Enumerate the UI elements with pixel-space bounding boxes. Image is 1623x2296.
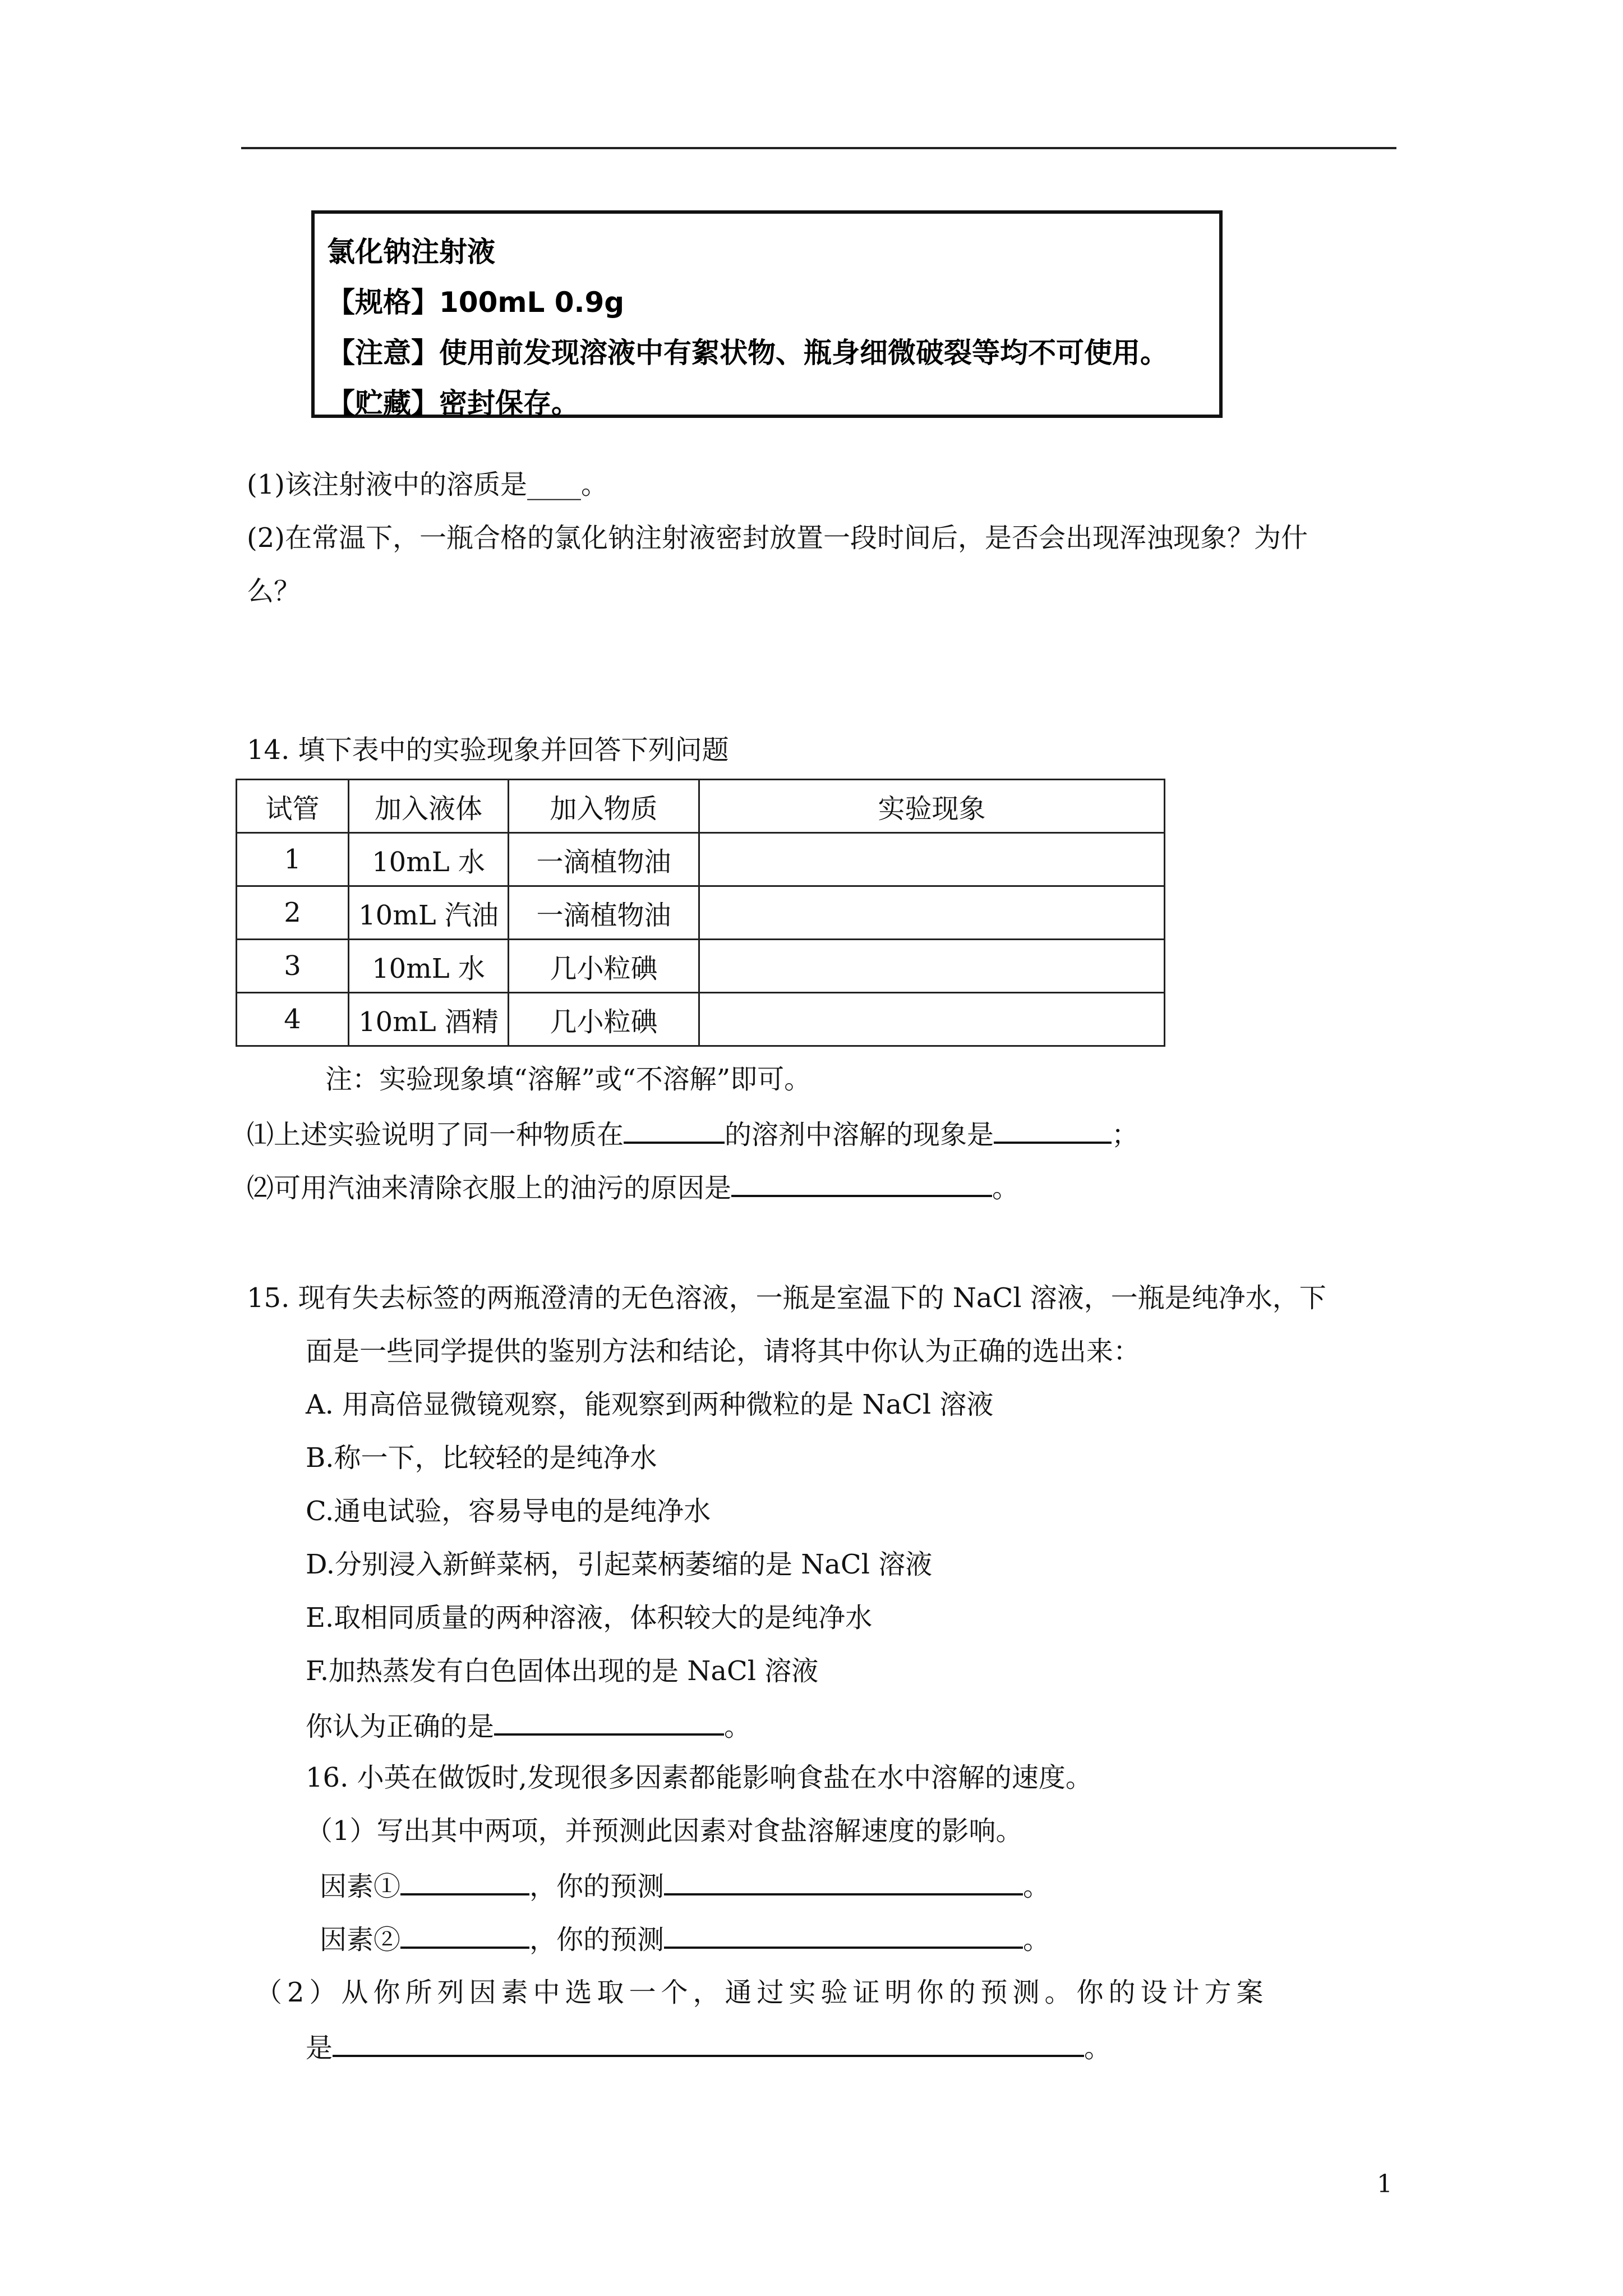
table-row [237, 833, 1165, 886]
q14-sub2-text: ⑵可用汽油来清除衣服上的油污的原因是 [247, 1172, 732, 1204]
q15-answer [306, 1711, 751, 1740]
label-spec: 【规格】100mL 0.9g [327, 286, 625, 319]
q15-answer-prefix: 你认为正确的是 [306, 1711, 495, 1742]
q15-option-b: B.称一下，比较轻的是纯净水 [306, 1442, 657, 1474]
factor2-end: 。 [1023, 1924, 1050, 1955]
q15-option-a: A. 用高倍显微镜观察，能观察到两种微粒的是 NaCl 溶液 [306, 1389, 994, 1420]
q13-part1: (1)该注射液中的溶质是____。 [247, 469, 608, 500]
cell-liquid: 10mL 水 [349, 833, 509, 886]
cell-tube: 3 [237, 940, 349, 993]
q14-sub2-end: 。 [992, 1172, 1020, 1204]
header-substance: 加入物质 [509, 780, 699, 833]
answer-blank[interactable] [664, 1924, 1023, 1949]
q15-option-e: E.取相同质量的两种溶液，体积较大的是纯净水 [306, 1602, 873, 1634]
table-header-row [237, 780, 1165, 833]
q15-option-d: D.分别浸入新鲜菜柄，引起菜柄萎缩的是 NaCl 溶液 [306, 1549, 933, 1580]
q15-line1: 15. 现有失去标签的两瓶澄清的无色溶液，一瓶是室温下的 NaCl 溶液，一瓶是纯净水，下 [247, 1282, 1326, 1314]
factor1-end: 。 [1023, 1871, 1050, 1902]
q16-part2-line2 [306, 2032, 1111, 2062]
table-row [237, 940, 1165, 993]
cell-phenomenon[interactable] [699, 886, 1165, 940]
header-phenomenon: 实验现象 [699, 780, 1165, 833]
answer-blank[interactable] [400, 1871, 529, 1895]
q16-title: 16. 小英在做饭时,发现很多因素都能影响食盐在水中溶解的速度。 [306, 1762, 1092, 1793]
table-row [237, 886, 1165, 940]
cell-liquid: 10mL 汽油 [349, 886, 509, 940]
cell-substance: 一滴植物油 [509, 886, 699, 940]
q15-option-c: C.通电试验，容易导电的是纯净水 [306, 1496, 711, 1527]
q14-sub1-text-b: 的溶剂中溶解的现象是 [725, 1119, 994, 1151]
answer-blank[interactable] [333, 2032, 1084, 2057]
factor2-predict: ，你的预测 [529, 1924, 665, 1955]
header-tube: 试管 [237, 780, 349, 833]
injection-label-box [311, 210, 1223, 418]
label-title: 氯化钠注射液 [327, 236, 495, 268]
cell-substance: 一滴植物油 [509, 833, 699, 886]
answer-blank[interactable] [731, 1172, 992, 1197]
page-number: 1 [1377, 2170, 1393, 2198]
cell-tube: 2 [237, 886, 349, 940]
cell-tube: 4 [237, 993, 349, 1046]
q14-sub1-end: ； [1112, 1119, 1139, 1151]
experiment-table [236, 779, 1165, 1047]
q16-part2-prefix: 是 [306, 2032, 333, 2064]
cell-phenomenon[interactable] [699, 940, 1165, 993]
q16-factor1 [320, 1871, 1050, 1900]
label-storage: 【贮藏】密封保存。 [327, 387, 579, 420]
q14-sub1 [247, 1119, 1139, 1151]
q13-part2-line2: 么？ [247, 576, 301, 607]
cell-phenomenon[interactable] [699, 833, 1165, 886]
cell-substance: 几小粒碘 [509, 940, 699, 993]
q14-sub2 [247, 1172, 1019, 1202]
q16-part2-end: 。 [1084, 2032, 1112, 2064]
answer-blank[interactable] [400, 1924, 529, 1949]
cell-tube: 1 [237, 833, 349, 886]
cell-liquid: 10mL 水 [349, 940, 509, 993]
header-rule [241, 147, 1396, 149]
table-row [237, 993, 1165, 1046]
q14-title: 14. 填下表中的实验现象并回答下列问题 [247, 734, 729, 766]
cell-liquid: 10mL 酒精 [349, 993, 509, 1046]
cell-phenomenon[interactable] [699, 993, 1165, 1046]
factor1-predict: ，你的预测 [529, 1871, 665, 1902]
answer-blank[interactable] [664, 1871, 1023, 1895]
factor2-label: 因素② [320, 1924, 401, 1955]
q15-option-f: F.加热蒸发有白色固体出现的是 NaCl 溶液 [306, 1655, 819, 1687]
q15-line2: 面是一些同学提供的鉴别方法和结论，请将其中你认为正确的选出来： [306, 1336, 1141, 1367]
q15-answer-end: 。 [724, 1711, 751, 1742]
label-note: 【注意】使用前发现溶液中有絮状物、瓶身细微破裂等均不可使用。 [327, 337, 1168, 369]
q16-part2-line1: （2）从你所列因素中选取一个，通过实验证明你的预测。你的设计方案 [255, 1977, 1269, 2008]
q13-part2-line1: (2)在常温下，一瓶合格的氯化钠注射液密封放置一段时间后，是否会出现浑浊现象？为什 [247, 522, 1308, 554]
q14-sub1-text-a: ⑴上述实验说明了同一种物质在 [247, 1119, 624, 1151]
factor1-label: 因素① [320, 1871, 401, 1902]
header-liquid: 加入液体 [349, 780, 509, 833]
answer-blank[interactable] [624, 1119, 725, 1144]
q16-part1: （1）写出其中两项，并预测此因素对食盐溶解速度的影响。 [306, 1815, 1023, 1847]
q14-note: 注：实验现象填“溶解”或“不溶解”即可。 [325, 1064, 811, 1095]
cell-substance: 几小粒碘 [509, 993, 699, 1046]
answer-blank[interactable] [494, 1711, 724, 1736]
q16-factor2 [320, 1924, 1050, 1953]
answer-blank[interactable] [994, 1119, 1112, 1144]
